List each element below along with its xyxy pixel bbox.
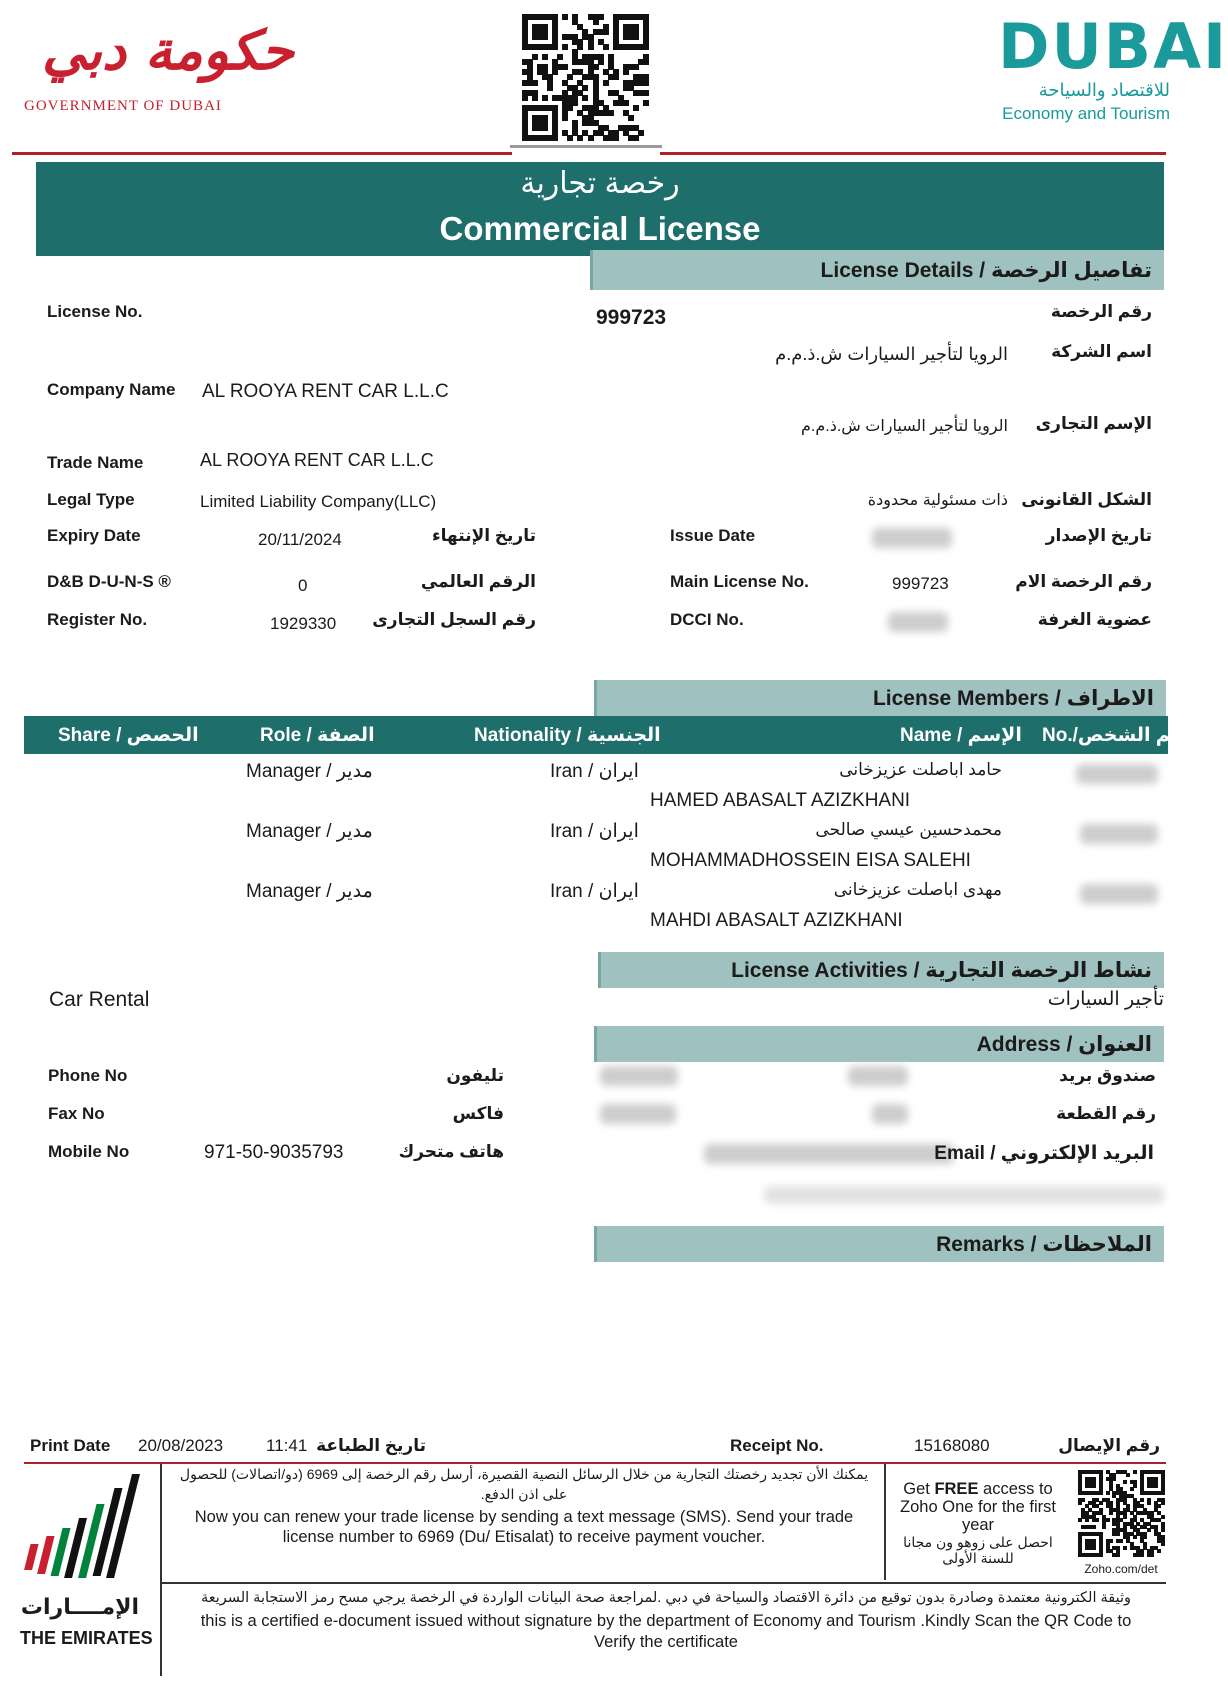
qr-module — [1092, 1546, 1096, 1550]
qr-module — [643, 44, 649, 50]
qr-module — [1157, 1504, 1161, 1508]
qr-module — [567, 135, 573, 141]
qr-module — [1147, 1528, 1151, 1532]
qr-module — [1140, 1498, 1144, 1502]
qr-module — [1161, 1491, 1165, 1495]
gov-logo-english: GOVERNMENT OF DUBAI — [24, 98, 222, 114]
po-box-number-redacted — [848, 1066, 908, 1086]
expiry-date-label: Expiry Date — [47, 526, 141, 545]
plot-value-redacted — [600, 1104, 676, 1124]
qr-module — [1143, 1535, 1147, 1539]
qr-module — [1161, 1542, 1165, 1546]
emirates-stripes-icon — [18, 1474, 148, 1584]
qr-module — [608, 110, 614, 116]
emirates-stripe-2 — [37, 1536, 54, 1574]
member-role: Manager / مدير — [246, 761, 373, 782]
qr-module — [588, 135, 594, 141]
qr-module — [562, 14, 568, 20]
zoho-url: Zoho.com/det — [1084, 1562, 1158, 1576]
qr-module — [603, 80, 609, 86]
header-red-line-left — [12, 152, 512, 155]
qr-module — [603, 44, 609, 50]
qr-module — [1092, 1525, 1096, 1529]
the-emirates-logo — [18, 1474, 154, 1664]
footer-vertical-divider — [160, 1464, 162, 1676]
address-header: Address / العنوان — [594, 1026, 1164, 1062]
mobile-value: 971-50-9035793 — [204, 1142, 344, 1163]
zoho-qr-code[interactable] — [1078, 1470, 1164, 1556]
qr-module — [1106, 1518, 1110, 1522]
zoho-promo — [888, 1480, 1068, 1570]
qr-module — [603, 29, 609, 35]
qr-module — [613, 135, 619, 141]
trade-name-value: AL ROOYA RENT CAR L.L.C — [200, 450, 434, 470]
issue-date-label: Issue Date — [670, 526, 756, 545]
member-role: Manager / مدير — [246, 821, 373, 842]
receipt-label-arabic: رقم الإيصال — [1058, 1436, 1160, 1455]
qr-module — [1157, 1549, 1161, 1553]
qr-module — [1147, 1501, 1151, 1505]
print-date-label-arabic: تاريخ الطباعة — [316, 1436, 426, 1455]
legal-type-label-arabic: الشكل القانونى — [1021, 490, 1152, 509]
member-nationality: Iran / ايران — [550, 821, 639, 842]
certified-english-line-2: Verify the certificate — [594, 1633, 738, 1651]
dcci-no-label: DCCI No. — [670, 610, 744, 629]
qr-module — [582, 95, 588, 101]
plot-number-redacted — [872, 1104, 908, 1124]
det-logo-mark: DUBAI — [998, 10, 1228, 83]
qr-module — [613, 74, 619, 80]
qr-module — [628, 115, 634, 121]
register-no-label: Register No. — [47, 610, 148, 629]
det-logo-english: Economy and Tourism — [1002, 104, 1170, 123]
email-value-redacted — [704, 1144, 954, 1164]
qr-module — [633, 135, 639, 141]
company-name-label-arabic: اسم الشركة — [1051, 342, 1152, 361]
qr-module — [542, 95, 548, 101]
emirates-stripe-1 — [24, 1544, 38, 1570]
qr-module — [562, 44, 568, 50]
zoho-arabic-line-1: احصل على زوهو ون مجانا — [903, 1534, 1053, 1550]
license-no-value: 999723 — [596, 306, 667, 329]
legal-type-value: Limited Liability Company(LLC) — [200, 492, 437, 511]
qr-module — [577, 135, 583, 141]
commercial-license-banner — [36, 162, 1164, 256]
qr-module — [1154, 1484, 1158, 1488]
qr-module — [623, 100, 629, 106]
print-time-value: 11:41 — [266, 1436, 308, 1455]
footer-mid-divider — [884, 1464, 886, 1580]
certified-arabic: وثيقة الكترونية معتمدة وصادرة بدون توقيع من دائرة الاقتصاد والسياحة في دبي .لمراجعة صحة البيانات الواردة في الرخصة يرجي مسح رمز الاستجابة السريعة — [200, 1590, 1132, 1606]
qr-module — [1109, 1539, 1113, 1543]
qr-module — [1123, 1546, 1127, 1550]
expiry-date-label-arabic: تاريخ الإنتهاء — [431, 526, 536, 545]
qr-module — [1123, 1480, 1127, 1484]
activity-english: Car Rental — [49, 988, 150, 1011]
dcci-no-value-redacted — [888, 612, 948, 632]
receipt-value: 15168080 — [914, 1436, 990, 1455]
column-nationality: Nationality / الجنسية — [474, 725, 661, 746]
member-name-english: MAHDI ABASALT AZIZKHANI — [650, 910, 903, 931]
emirates-logo-english: THE EMIRATES — [20, 1628, 153, 1648]
qr-module — [1102, 1525, 1106, 1529]
register-no-label-arabic: رقم السجل التجارى — [372, 610, 536, 629]
zoho-line-1 — [888, 1480, 1068, 1498]
qr-module — [562, 115, 568, 121]
zoho-line-3: year — [961, 1516, 995, 1534]
trade-name-label: Trade Name — [47, 453, 144, 472]
member-row — [24, 876, 1168, 936]
license-members-header: License Members / الاطراف — [594, 680, 1166, 716]
qr-module — [1161, 1528, 1165, 1532]
issue-date-label-arabic: تاريخ الإصدار — [1045, 526, 1152, 545]
renew-english-line-1: Now you can renew your trade license by sending a text message (SMS). Send your trade — [194, 1508, 854, 1526]
qr-module — [552, 44, 558, 50]
qr-module — [1133, 1535, 1137, 1539]
activity-arabic: تأجير السيارات — [1047, 989, 1164, 1010]
qr-module — [643, 100, 649, 106]
mobile-label-arabic: هاتف متحرك — [398, 1142, 504, 1161]
qr-module — [1085, 1518, 1089, 1522]
license-details-header: License Details / تفاصيل الرخصة — [590, 250, 1164, 290]
qr-module — [1078, 1518, 1082, 1522]
qr-module — [1092, 1484, 1096, 1488]
qr-module — [643, 59, 649, 65]
main-license-label: Main License No. — [670, 572, 809, 591]
qr-module — [542, 125, 548, 131]
renew-english-line-2: license number to 6969 (Du/ Etisalat) to receive payment voucher. — [282, 1528, 766, 1546]
qr-module — [1126, 1473, 1130, 1477]
qr-module — [1150, 1553, 1154, 1557]
qr-module — [643, 90, 649, 96]
qr-module — [633, 64, 639, 70]
member-name-english: MOHAMMADHOSSEIN EISA SALEHI — [650, 850, 971, 871]
member-person-no-redacted — [1080, 884, 1158, 904]
qr-module — [542, 34, 548, 40]
member-row — [24, 756, 1168, 816]
mobile-label: Mobile No — [48, 1142, 130, 1161]
member-person-no-redacted — [1080, 824, 1158, 844]
banner-title-english: Commercial License — [439, 210, 761, 247]
qr-module — [1140, 1553, 1144, 1557]
phone-label-arabic: تليفون — [446, 1066, 504, 1085]
qr-module — [588, 44, 594, 50]
qr-module — [1099, 1501, 1103, 1505]
zoho-line-1-bold: FREE — [934, 1480, 979, 1498]
member-person-no-redacted — [1076, 764, 1158, 784]
header-red-line-right — [660, 152, 1166, 155]
qr-module — [542, 54, 548, 60]
fax-label-arabic: فاكس — [452, 1104, 504, 1123]
zoho-line-1-post: access to — [978, 1480, 1053, 1498]
certified-english-line-1: this is a certified e-document issued without signature by the department of Economy and Tourism .Kindly Scan the QR Code to — [200, 1612, 1132, 1630]
qr-module — [1099, 1491, 1103, 1495]
remarks-header: Remarks / الملاحظات — [594, 1226, 1164, 1262]
license-no-label-arabic: رقم الرخصة — [1050, 302, 1152, 321]
qr-module — [633, 34, 639, 40]
member-row — [24, 816, 1168, 876]
qr-module — [532, 80, 538, 86]
legal-type-value-arabic: ذات مسئولية محدودة — [867, 492, 1008, 509]
renew-arabic-line-1: يمكنك الأن تجديد رخصتك التجارية من خلال الرسائل النصية القصيرة، أرسل رقم الرخصة إلى 6969 (دو/اتصالات) للحصول — [179, 1466, 869, 1482]
qr-module — [532, 95, 538, 101]
qr-module — [1161, 1501, 1165, 1505]
banner-title-arabic: رخصة تجارية — [520, 167, 680, 200]
qr-module — [547, 85, 553, 91]
zoho-line-1-pre: Get — [903, 1480, 935, 1498]
qr-module — [1130, 1487, 1134, 1491]
company-name-label: Company Name — [47, 380, 176, 399]
main-license-label-arabic: رقم الرخصة الام — [1015, 572, 1152, 591]
duns-label: D&B D-U-N-S ® — [47, 572, 171, 591]
member-nationality: Iran / ايران — [550, 881, 639, 902]
column-role: Role / الصفة — [260, 725, 375, 746]
footer-horizontal-divider — [162, 1582, 1166, 1584]
qr-module — [1095, 1518, 1099, 1522]
qr-module — [1133, 1470, 1137, 1474]
trade-name-label-arabic: الإسم التجارى — [1035, 414, 1152, 433]
qr-module — [1119, 1539, 1123, 1543]
footer-red-line — [24, 1462, 1166, 1464]
member-name-arabic: حامد اباصلت عزيزخانى — [839, 760, 1002, 779]
plot-label-arabic: رقم القطعة — [1056, 1104, 1156, 1123]
qr-module — [522, 95, 528, 101]
qr-module — [1133, 1484, 1137, 1488]
det-logo-arabic: للاقتصاد والسياحة — [1038, 80, 1170, 100]
address-line-redacted — [764, 1186, 1164, 1204]
qr-module — [552, 135, 558, 141]
po-box-label-arabic: صندوق بريد — [1059, 1066, 1156, 1085]
print-date-label: Print Date — [30, 1436, 111, 1455]
fax-label: Fax No — [48, 1104, 105, 1123]
column-share: Share / الحصص — [58, 725, 199, 746]
members-table-header — [24, 716, 1195, 754]
qr-module — [1106, 1491, 1110, 1495]
qr-module — [1116, 1553, 1120, 1557]
license-activities-header: License Activities / نشاط الرخصة التجارية — [598, 952, 1164, 988]
register-no-value: 1929330 — [270, 614, 337, 633]
member-name-arabic: محمدحسين عيسي صالحى — [815, 820, 1002, 839]
phone-label: Phone No — [48, 1066, 128, 1085]
qr-module — [1078, 1501, 1082, 1505]
column-name: Name / الإسم — [900, 725, 1022, 746]
po-box-value-redacted — [600, 1066, 678, 1086]
zoho-arabic-line-2: للسنة الأولى — [942, 1550, 1014, 1566]
duns-label-arabic: الرقم العالمي — [420, 572, 536, 591]
dcci-no-label-arabic: عضوية الغرفة — [1037, 610, 1152, 629]
expiry-date-value: 20/11/2024 — [258, 530, 342, 549]
qr-module — [1161, 1515, 1165, 1519]
member-name-english: HAMED ABASALT AZIZKHANI — [650, 790, 911, 811]
gov-logo-arabic: حكومة دبي — [42, 18, 294, 82]
trade-name-value-arabic: الرويا لتأجير السيارات ش.ذ.م.م — [801, 418, 1008, 435]
email-label: Email / البريد الإلكتروني — [934, 1143, 1154, 1164]
zoho-line-2: Zoho One for the first — [900, 1498, 1056, 1516]
member-role: Manager / مدير — [246, 881, 373, 902]
qr-frame — [510, 145, 662, 148]
print-date-value: 20/08/2023 — [138, 1436, 224, 1455]
company-name-value-arabic: الرويا لتأجير السيارات ش.ذ.م.م — [775, 344, 1008, 364]
company-name-value: AL ROOYA RENT CAR L.L.C — [202, 381, 449, 402]
qr-module — [1099, 1553, 1103, 1557]
receipt-label: Receipt No. — [730, 1436, 824, 1455]
column-person-no: No./رقم الشخص — [1042, 725, 1195, 746]
legal-type-label: Legal Type — [47, 490, 135, 509]
qr-module — [633, 105, 639, 111]
government-of-dubai-logo — [22, 18, 294, 118]
qr-module — [1112, 1477, 1116, 1481]
qr-module — [1116, 1532, 1120, 1536]
dubai-economy-tourism-logo — [990, 10, 1228, 130]
qr-module — [1081, 1498, 1085, 1502]
qr-module — [1109, 1511, 1113, 1515]
main-license-value: 999723 — [892, 574, 949, 593]
emirates-logo-arabic: الإمــــارات — [20, 1594, 140, 1619]
qr-module — [593, 19, 599, 25]
qr-module — [643, 80, 649, 86]
renew-arabic-line-2: على اذن الدفع. — [480, 1486, 568, 1502]
header-qr-code[interactable] — [522, 14, 648, 140]
qr-module — [623, 69, 629, 75]
qr-module — [562, 64, 568, 70]
member-nationality: Iran / ايران — [550, 761, 639, 782]
license-no-label: License No. — [47, 302, 143, 321]
duns-value: 0 — [298, 576, 308, 595]
qr-module — [1123, 1515, 1127, 1519]
issue-date-value-redacted — [872, 528, 952, 548]
member-name-arabic: مهدى اباصلت عزيزخانى — [833, 880, 1002, 899]
